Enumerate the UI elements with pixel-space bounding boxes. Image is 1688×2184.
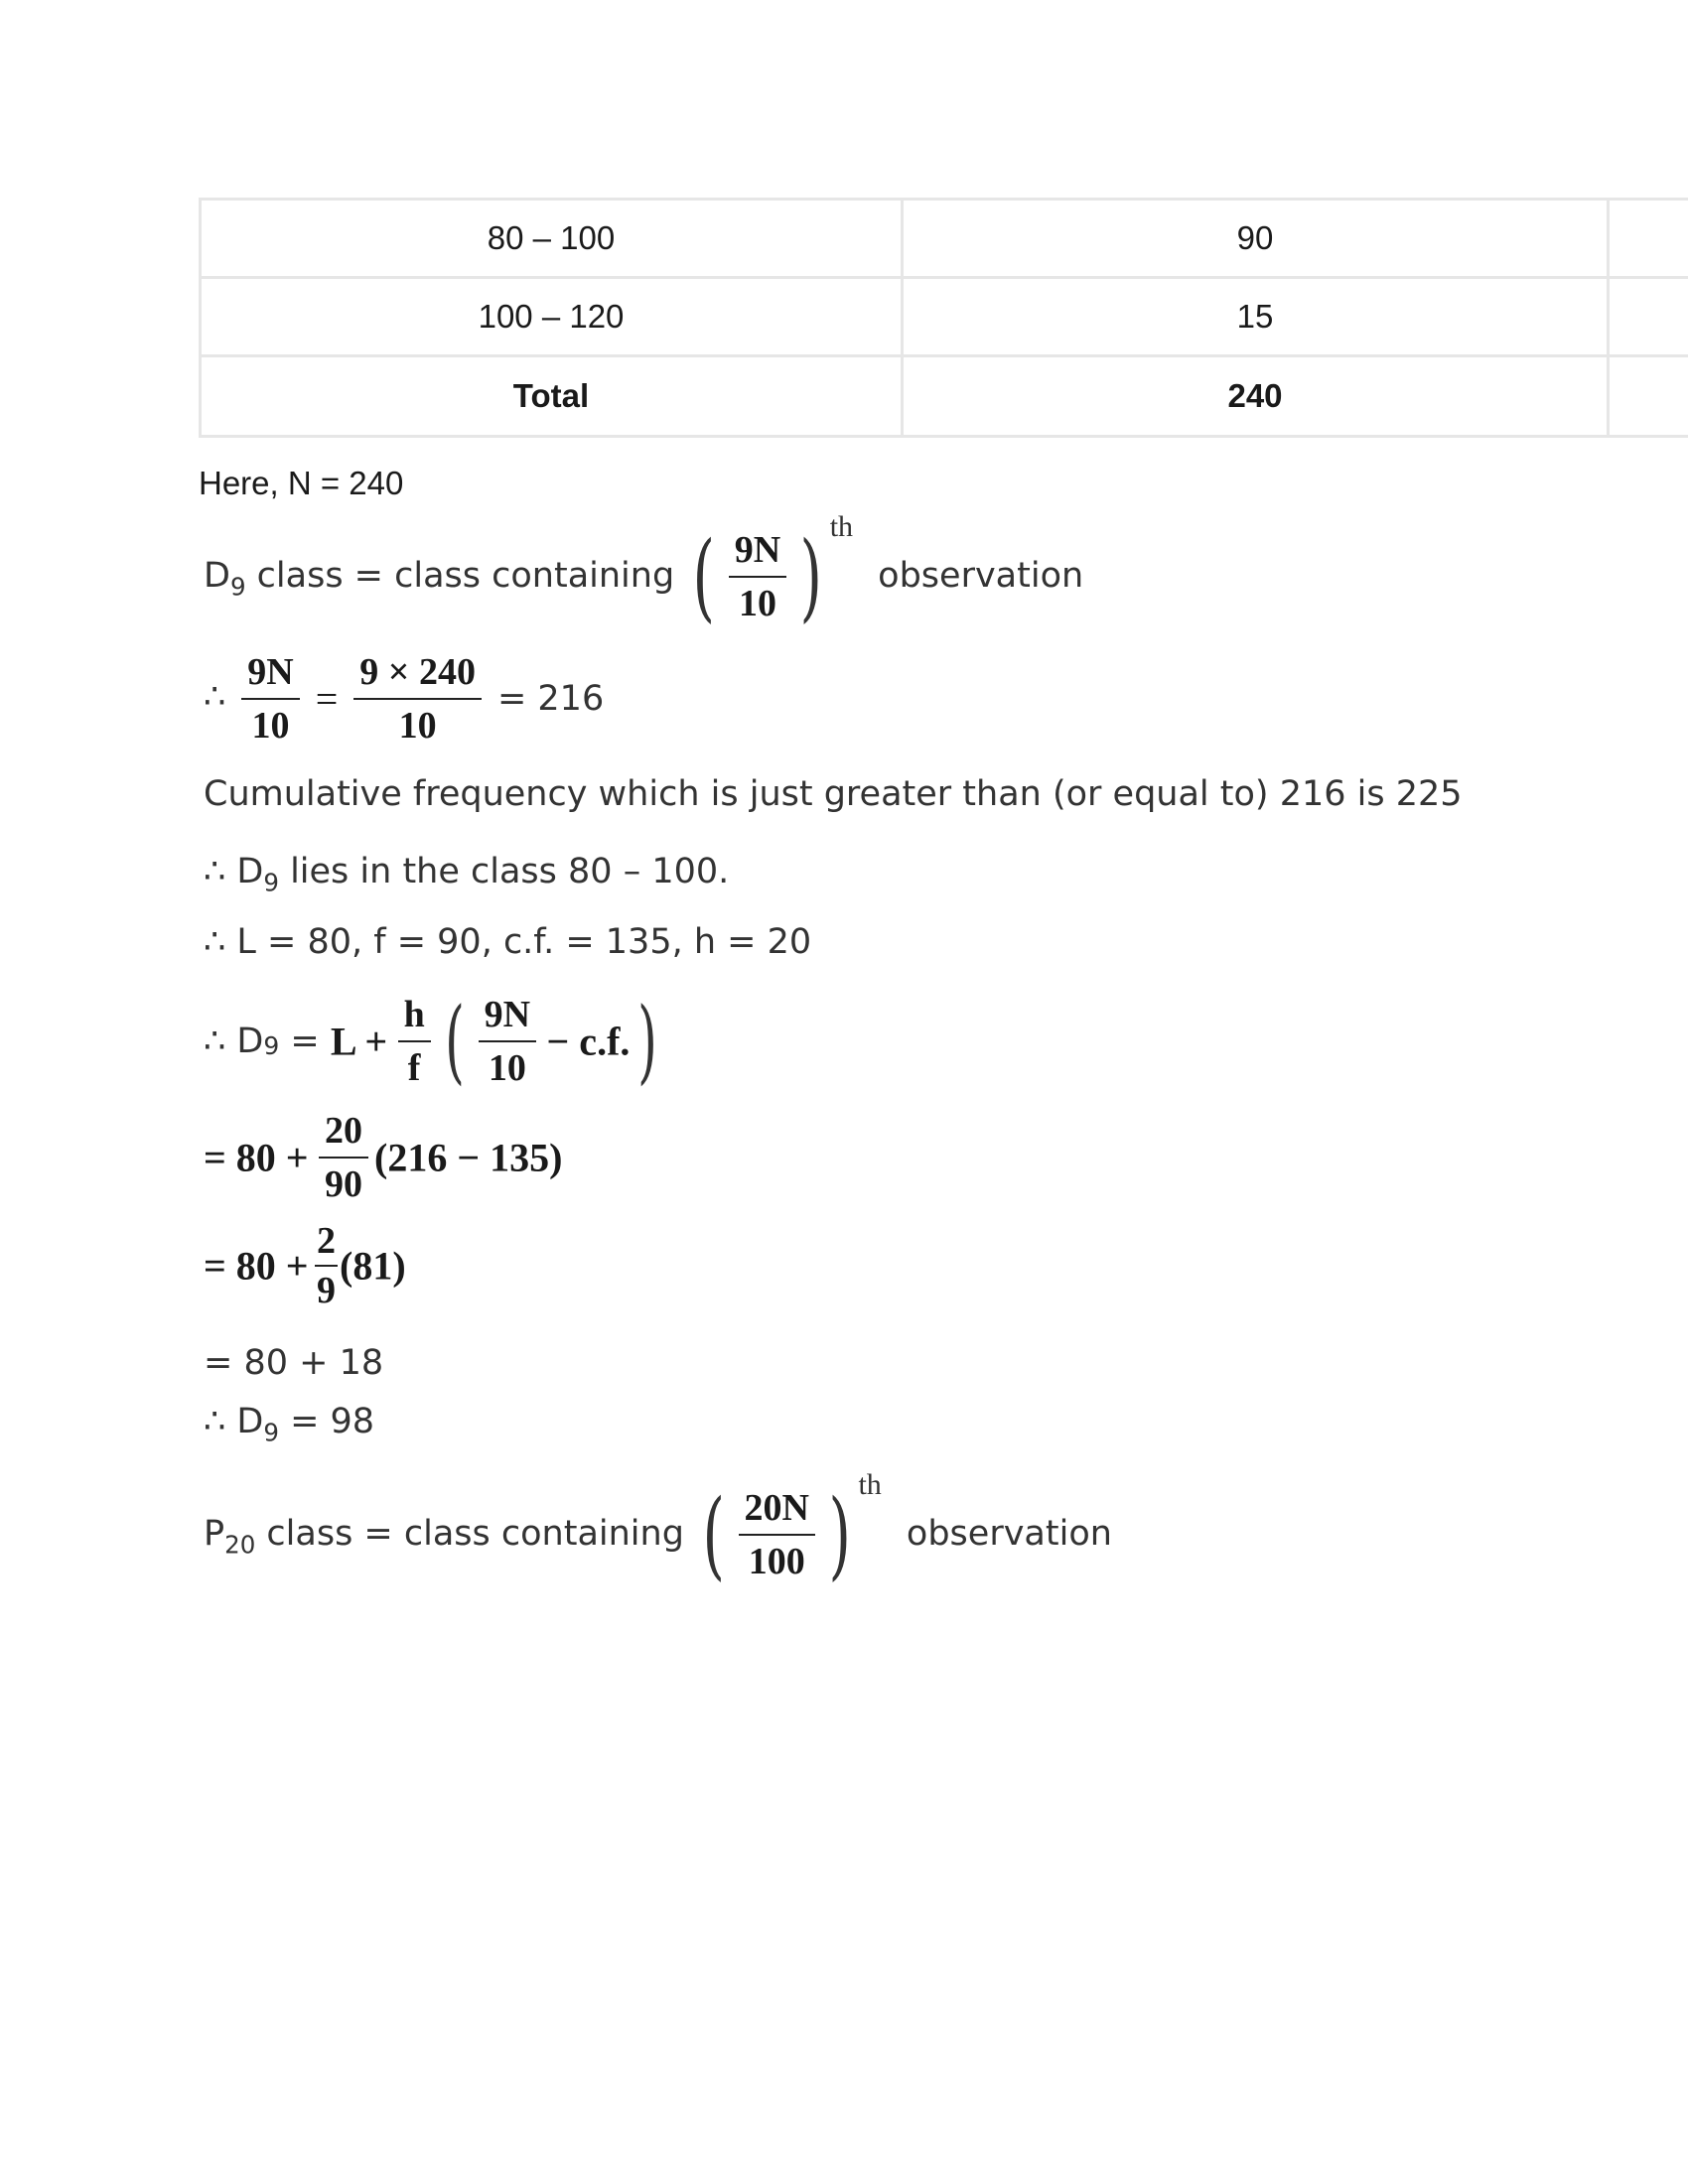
- fraction-denominator: 90: [325, 1163, 363, 1205]
- result-prefix: ∴ D: [204, 1402, 264, 1441]
- right-paren: ): [828, 1479, 851, 1590]
- formula-prefix: ∴ D: [204, 1022, 264, 1061]
- fraction-9n-10: [729, 528, 786, 625]
- fraction-numerator: 20: [319, 1109, 368, 1159]
- result-rest: = 98: [278, 1402, 375, 1441]
- fraction-9n-10: [241, 650, 299, 748]
- p20-label: P: [204, 1514, 225, 1554]
- fraction-denominator: 10: [398, 705, 437, 747]
- extra-cell: [1609, 200, 1688, 278]
- result-sub: 9: [263, 1418, 279, 1447]
- fraction-2-9: [315, 1219, 338, 1312]
- fraction-numerator: 2: [315, 1219, 338, 1267]
- extra-cell: [1609, 278, 1688, 356]
- calculation-step-1: [204, 1109, 562, 1206]
- fraction-denominator: 10: [488, 1047, 526, 1089]
- fraction-denominator: 100: [748, 1541, 805, 1582]
- frequency-cell: 90: [903, 200, 1609, 278]
- fraction-numerator: h: [398, 993, 431, 1042]
- values-line: ∴ L = 80, f = 90, c.f. = 135, h = 20: [204, 922, 812, 962]
- lies-in-class-line: [204, 852, 729, 897]
- left-paren: (: [702, 1479, 726, 1590]
- step-paren: (81): [340, 1243, 406, 1289]
- table-total-row: [201, 356, 1688, 437]
- step-prefix: = 80 +: [204, 1135, 309, 1180]
- fraction-20n-100: [739, 1486, 815, 1583]
- here-n-line: Here, N = 240: [199, 465, 404, 501]
- equals-sign: =: [315, 676, 339, 722]
- d9-label-rest: class = class containing: [245, 556, 675, 596]
- table-row: [201, 200, 1688, 278]
- d9-class-definition: [204, 510, 1084, 632]
- lies-prefix: ∴ D: [204, 852, 264, 891]
- fraction-20-90: [319, 1109, 368, 1206]
- fraction-numerator: 9 × 240: [353, 650, 482, 700]
- right-paren: ): [799, 521, 823, 632]
- formula-l-plus: L +: [330, 1019, 388, 1064]
- extra-cell: [1609, 356, 1688, 437]
- cumulative-frequency-line: Cumulative frequency which is just greater than (or equal to) 216 is 225: [204, 774, 1463, 814]
- lies-sub: 9: [263, 868, 279, 897]
- fraction-h-f: [398, 993, 431, 1090]
- class-interval-cell: 100 – 120: [201, 278, 903, 356]
- calc-result: = 216: [496, 679, 605, 719]
- calculation-step-3: = 80 + 18: [204, 1343, 384, 1383]
- frequency-table: [199, 198, 1688, 438]
- p20-class-definition: [204, 1468, 1112, 1590]
- fraction-denominator: 10: [739, 583, 776, 624]
- therefore-symbol: ∴: [204, 677, 226, 718]
- fraction-numerator: 9N: [241, 650, 299, 700]
- decile-position-calc: [204, 650, 604, 748]
- lies-rest: lies in the class 80 – 100.: [278, 852, 730, 891]
- fraction-denominator: 10: [251, 705, 290, 747]
- fraction-9x240-10: [353, 650, 482, 748]
- right-paren: ): [637, 988, 658, 1094]
- fraction-denominator: 9: [317, 1270, 337, 1311]
- p20-label-sub: 20: [224, 1530, 256, 1560]
- fraction-denominator: f: [407, 1047, 421, 1089]
- total-label-cell: Total: [201, 356, 903, 437]
- p20-label-rest: class = class containing: [255, 1514, 684, 1554]
- decile-result-line: [204, 1402, 374, 1447]
- formula-sub: 9: [263, 1030, 280, 1060]
- fraction-numerator: 20N: [739, 1486, 815, 1536]
- step-prefix: = 80 +: [204, 1243, 309, 1289]
- left-paren: (: [444, 988, 465, 1094]
- total-value-cell: 240: [903, 356, 1609, 437]
- left-paren: (: [692, 521, 716, 632]
- observation-word: observation: [906, 1514, 1112, 1554]
- th-superscript: th: [858, 1468, 882, 1501]
- formula-eq: =: [279, 1022, 331, 1061]
- fraction-numerator: 9N: [729, 528, 786, 578]
- step-paren: (216 − 135): [374, 1135, 563, 1180]
- fraction-9n-10: [479, 993, 536, 1090]
- decile-formula: [204, 988, 665, 1094]
- d9-label: D: [204, 556, 230, 596]
- observation-word: observation: [878, 556, 1084, 596]
- fraction-numerator: 9N: [479, 993, 536, 1042]
- class-interval-cell: 80 – 100: [201, 200, 903, 278]
- table-row: [201, 278, 1688, 356]
- d9-label-sub: 9: [229, 572, 246, 602]
- formula-minus-cf: − c.f.: [546, 1019, 631, 1064]
- calculation-step-2: [204, 1219, 406, 1312]
- th-superscript: th: [829, 510, 854, 543]
- frequency-cell: 15: [903, 278, 1609, 356]
